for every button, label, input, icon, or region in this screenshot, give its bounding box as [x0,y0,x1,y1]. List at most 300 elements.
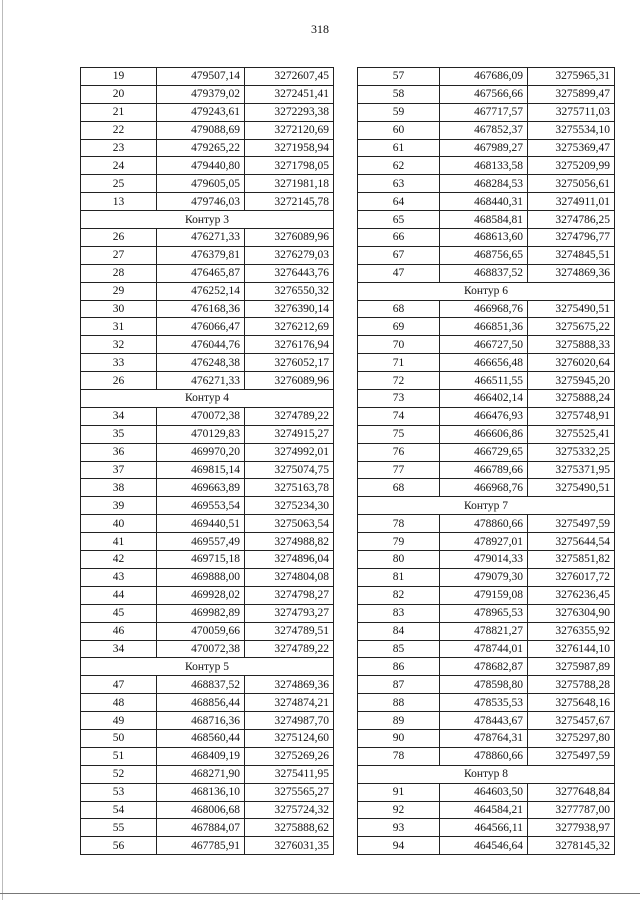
y-coordinate-cell: 3276212,69 [245,318,334,336]
point-number-cell: 61 [358,139,440,157]
y-coordinate-cell: 3275369,47 [528,139,615,157]
x-coordinate-cell: 479088,69 [157,121,245,139]
x-coordinate-cell: 466729,65 [440,443,528,461]
y-coordinate-cell: 3276176,94 [245,336,334,354]
y-coordinate-cell: 3275490,51 [528,300,615,318]
x-coordinate-cell: 468837,52 [440,264,528,282]
point-number-cell: 59 [358,103,440,121]
contour-header-row [81,390,334,408]
point-number-cell: 85 [358,640,440,658]
point-number-cell: 19 [81,68,157,86]
y-coordinate-cell: 3275675,22 [528,318,615,336]
table-row [81,515,334,533]
y-coordinate-cell: 3275888,62 [245,819,334,837]
coordinates-table-right [357,67,615,855]
x-coordinate-cell: 470059,66 [157,622,245,640]
x-coordinate-cell: 466851,36 [440,318,528,336]
y-coordinate-cell: 3277648,84 [528,783,615,801]
contour-label: Контур 8 [358,765,615,783]
table-row [358,479,615,497]
table-row [358,658,615,676]
table-row [81,354,334,372]
y-coordinate-cell: 3276236,45 [528,586,615,604]
y-coordinate-cell: 3275525,41 [528,425,615,443]
table-row [358,336,615,354]
point-number-cell: 88 [358,694,440,712]
table-row [81,443,334,461]
y-coordinate-cell: 3275888,24 [528,390,615,408]
y-coordinate-cell: 3277787,00 [528,801,615,819]
point-number-cell: 76 [358,443,440,461]
x-coordinate-cell: 479079,30 [440,568,528,586]
y-coordinate-cell: 3275748,91 [528,407,615,425]
point-number-cell: 44 [81,586,157,604]
x-coordinate-cell: 466968,76 [440,300,528,318]
y-coordinate-cell: 3276304,90 [528,604,615,622]
table-row [358,604,615,622]
x-coordinate-cell: 470072,38 [157,640,245,658]
y-coordinate-cell: 3272607,45 [245,68,334,86]
y-coordinate-cell: 3276017,72 [528,568,615,586]
table-row [358,85,615,103]
y-coordinate-cell: 3276550,32 [245,282,334,300]
x-coordinate-cell: 468856,44 [157,694,245,712]
table-row [358,801,615,819]
y-coordinate-cell: 3275457,67 [528,712,615,730]
table-row [81,68,334,86]
table-row [358,819,615,837]
point-number-cell: 86 [358,658,440,676]
point-number-cell: 91 [358,783,440,801]
x-coordinate-cell: 468006,68 [157,801,245,819]
x-coordinate-cell: 467686,09 [440,68,528,86]
point-number-cell: 22 [81,121,157,139]
y-coordinate-cell: 3275945,20 [528,372,615,390]
point-number-cell: 65 [358,211,440,229]
y-coordinate-cell: 3276089,96 [245,229,334,247]
x-coordinate-cell: 476168,36 [157,300,245,318]
point-number-cell: 26 [81,372,157,390]
y-coordinate-cell: 3275074,75 [245,461,334,479]
table-row [358,68,615,86]
x-coordinate-cell: 468560,44 [157,729,245,747]
table-row [81,765,334,783]
table-row [81,676,334,694]
y-coordinate-cell: 3274896,04 [245,551,334,569]
x-coordinate-cell: 468837,52 [157,676,245,694]
point-number-cell: 34 [81,640,157,658]
point-number-cell: 68 [358,479,440,497]
x-coordinate-cell: 467852,37 [440,121,528,139]
point-number-cell: 37 [81,461,157,479]
x-coordinate-cell: 469715,18 [157,551,245,569]
point-number-cell: 31 [81,318,157,336]
table-row [358,318,615,336]
x-coordinate-cell: 476252,14 [157,282,245,300]
point-number-cell: 27 [81,246,157,264]
table-row [358,193,615,211]
table-row [81,85,334,103]
contour-label: Контур 4 [81,390,334,408]
x-coordinate-cell: 479014,33 [440,551,528,569]
x-coordinate-cell: 478764,31 [440,729,528,747]
x-coordinate-cell: 476379,81 [157,246,245,264]
point-number-cell: 79 [358,533,440,551]
table-row [358,461,615,479]
table-row [358,551,615,569]
x-coordinate-cell: 468409,19 [157,747,245,765]
y-coordinate-cell: 3272145,78 [245,193,334,211]
table-row [81,193,334,211]
table-row [81,264,334,282]
table-row [358,354,615,372]
y-coordinate-cell: 3274789,22 [245,407,334,425]
table-row [358,407,615,425]
table-row [358,139,615,157]
x-coordinate-cell: 470129,83 [157,425,245,443]
point-number-cell: 71 [358,354,440,372]
y-coordinate-cell: 3274915,27 [245,425,334,443]
point-number-cell: 57 [358,68,440,86]
table-row [81,318,334,336]
y-coordinate-cell: 3274789,51 [245,622,334,640]
y-coordinate-cell: 3272120,69 [245,121,334,139]
y-coordinate-cell: 3276052,17 [245,354,334,372]
point-number-cell: 50 [81,729,157,747]
x-coordinate-cell: 466511,55 [440,372,528,390]
point-number-cell: 93 [358,819,440,837]
table-row [358,747,615,765]
point-number-cell: 56 [81,837,157,855]
x-coordinate-cell: 466968,76 [440,479,528,497]
y-coordinate-cell: 3274992,01 [245,443,334,461]
y-coordinate-cell: 3275497,59 [528,747,615,765]
table-row [358,443,615,461]
x-coordinate-cell: 478682,87 [440,658,528,676]
contour-label: Контур 7 [358,497,615,515]
x-coordinate-cell: 476066,47 [157,318,245,336]
x-coordinate-cell: 468584,81 [440,211,528,229]
y-coordinate-cell: 3275297,80 [528,729,615,747]
y-coordinate-cell: 3274789,22 [245,640,334,658]
y-coordinate-cell: 3271958,94 [245,139,334,157]
x-coordinate-cell: 468440,31 [440,193,528,211]
x-coordinate-cell: 467989,27 [440,139,528,157]
point-number-cell: 47 [81,676,157,694]
y-coordinate-cell: 3275269,26 [245,747,334,765]
x-coordinate-cell: 464603,50 [440,783,528,801]
point-number-cell: 94 [358,837,440,855]
point-number-cell: 64 [358,193,440,211]
y-coordinate-cell: 3276144,10 [528,640,615,658]
y-coordinate-cell: 3275209,99 [528,157,615,175]
table-row [358,229,615,247]
table-row [81,425,334,443]
y-coordinate-cell: 3276279,03 [245,246,334,264]
table-row [358,372,615,390]
y-coordinate-cell: 3274804,08 [245,568,334,586]
coordinates-table-left [80,67,334,855]
x-coordinate-cell: 479746,03 [157,193,245,211]
table-row [358,246,615,264]
x-coordinate-cell: 467717,57 [440,103,528,121]
point-number-cell: 20 [81,85,157,103]
table-row [81,801,334,819]
table-row [81,712,334,730]
point-number-cell: 84 [358,622,440,640]
x-coordinate-cell: 468716,36 [157,712,245,730]
y-coordinate-cell: 3275371,95 [528,461,615,479]
y-coordinate-cell: 3276089,96 [245,372,334,390]
y-coordinate-cell: 3275888,33 [528,336,615,354]
point-number-cell: 80 [358,551,440,569]
y-coordinate-cell: 3275490,51 [528,479,615,497]
contour-header-row [358,497,615,515]
contour-header-row [81,211,334,229]
x-coordinate-cell: 478443,67 [440,712,528,730]
y-coordinate-cell: 3275163,78 [245,479,334,497]
y-coordinate-cell: 3275711,03 [528,103,615,121]
point-number-cell: 67 [358,246,440,264]
y-coordinate-cell: 3271798,05 [245,157,334,175]
y-coordinate-cell: 3275234,30 [245,497,334,515]
x-coordinate-cell: 479605,05 [157,175,245,193]
x-coordinate-cell: 479159,08 [440,586,528,604]
table-row [358,640,615,658]
table-row [81,622,334,640]
point-number-cell: 35 [81,425,157,443]
point-number-cell: 89 [358,712,440,730]
table-row [358,837,615,855]
y-coordinate-cell: 3276020,64 [528,354,615,372]
point-number-cell: 75 [358,425,440,443]
x-coordinate-cell: 468613,60 [440,229,528,247]
table-row [358,783,615,801]
x-coordinate-cell: 478860,66 [440,515,528,533]
y-coordinate-cell: 3274911,01 [528,193,615,211]
table-row [81,246,334,264]
point-number-cell: 82 [358,586,440,604]
x-coordinate-cell: 469970,20 [157,443,245,461]
point-number-cell: 58 [358,85,440,103]
table-row [81,747,334,765]
point-number-cell: 66 [358,229,440,247]
point-number-cell: 60 [358,121,440,139]
table-row [81,461,334,479]
y-coordinate-cell: 3275899,47 [528,85,615,103]
y-coordinate-cell: 3274987,70 [245,712,334,730]
point-number-cell: 90 [358,729,440,747]
table-row [81,372,334,390]
point-number-cell: 40 [81,515,157,533]
table-row [358,712,615,730]
y-coordinate-cell: 3274796,77 [528,229,615,247]
x-coordinate-cell: 478598,80 [440,676,528,694]
point-number-cell: 36 [81,443,157,461]
y-coordinate-cell: 3274988,82 [245,533,334,551]
y-coordinate-cell: 3275497,59 [528,515,615,533]
y-coordinate-cell: 3274869,36 [528,264,615,282]
y-coordinate-cell: 3275332,25 [528,443,615,461]
y-coordinate-cell: 3275648,16 [528,694,615,712]
contour-header-row [358,765,615,783]
point-number-cell: 33 [81,354,157,372]
y-coordinate-cell: 3271981,18 [245,175,334,193]
point-number-cell: 78 [358,747,440,765]
x-coordinate-cell: 469815,14 [157,461,245,479]
point-number-cell: 28 [81,264,157,282]
table-row [81,497,334,515]
table-row [81,640,334,658]
page-bottom-edge [0,893,640,894]
x-coordinate-cell: 478821,27 [440,622,528,640]
table-row [81,121,334,139]
table-row [81,175,334,193]
table-row [81,694,334,712]
point-number-cell: 34 [81,407,157,425]
point-number-cell: 48 [81,694,157,712]
x-coordinate-cell: 476271,33 [157,229,245,247]
x-coordinate-cell: 467884,07 [157,819,245,837]
x-coordinate-cell: 469982,89 [157,604,245,622]
point-number-cell: 41 [81,533,157,551]
table-row [81,103,334,121]
table-row [358,175,615,193]
page-number: 318 [311,22,329,36]
table-row [81,300,334,318]
page-edge-line [2,0,3,900]
y-coordinate-cell: 3277938,97 [528,819,615,837]
point-number-cell: 43 [81,568,157,586]
x-coordinate-cell: 466789,66 [440,461,528,479]
x-coordinate-cell: 479379,02 [157,85,245,103]
table-row [358,121,615,139]
y-coordinate-cell: 3274786,25 [528,211,615,229]
point-number-cell: 25 [81,175,157,193]
contour-header-row [358,282,615,300]
point-number-cell: 29 [81,282,157,300]
y-coordinate-cell: 3275565,27 [245,783,334,801]
y-coordinate-cell: 3274874,21 [245,694,334,712]
table-row [358,622,615,640]
table-row [81,229,334,247]
x-coordinate-cell: 468756,65 [440,246,528,264]
y-coordinate-cell: 3276443,76 [245,264,334,282]
x-coordinate-cell: 468271,90 [157,765,245,783]
point-number-cell: 69 [358,318,440,336]
y-coordinate-cell: 3275788,28 [528,676,615,694]
table-row [81,729,334,747]
contour-header-row [81,658,334,676]
point-number-cell: 83 [358,604,440,622]
x-coordinate-cell: 467785,91 [157,837,245,855]
table-row [358,264,615,282]
point-number-cell: 68 [358,300,440,318]
point-number-cell: 53 [81,783,157,801]
x-coordinate-cell: 469440,51 [157,515,245,533]
x-coordinate-cell: 479243,61 [157,103,245,121]
y-coordinate-cell: 3274869,36 [245,676,334,694]
y-coordinate-cell: 3275644,54 [528,533,615,551]
table-row [81,157,334,175]
point-number-cell: 81 [358,568,440,586]
table-row [81,479,334,497]
y-coordinate-cell: 3272451,41 [245,85,334,103]
point-number-cell: 54 [81,801,157,819]
x-coordinate-cell: 464546,64 [440,837,528,855]
point-number-cell: 52 [81,765,157,783]
y-coordinate-cell: 3275063,54 [245,515,334,533]
x-coordinate-cell: 478965,53 [440,604,528,622]
x-coordinate-cell: 478927,01 [440,533,528,551]
point-number-cell: 55 [81,819,157,837]
point-number-cell: 49 [81,712,157,730]
x-coordinate-cell: 466402,14 [440,390,528,408]
table-row [358,157,615,175]
table-row [81,551,334,569]
point-number-cell: 13 [81,193,157,211]
point-number-cell: 51 [81,747,157,765]
x-coordinate-cell: 468133,58 [440,157,528,175]
y-coordinate-cell: 3275124,60 [245,729,334,747]
point-number-cell: 77 [358,461,440,479]
x-coordinate-cell: 476248,38 [157,354,245,372]
point-number-cell: 23 [81,139,157,157]
table-row [81,586,334,604]
y-coordinate-cell: 3274793,27 [245,604,334,622]
point-number-cell: 73 [358,390,440,408]
x-coordinate-cell: 476271,33 [157,372,245,390]
table-row [358,586,615,604]
table-row [81,336,334,354]
table-row [358,390,615,408]
point-number-cell: 47 [358,264,440,282]
point-number-cell: 39 [81,497,157,515]
x-coordinate-cell: 466727,50 [440,336,528,354]
y-coordinate-cell: 3275851,82 [528,551,615,569]
y-coordinate-cell: 3276355,92 [528,622,615,640]
x-coordinate-cell: 479265,22 [157,139,245,157]
point-number-cell: 92 [358,801,440,819]
x-coordinate-cell: 466606,86 [440,425,528,443]
y-coordinate-cell: 3278145,32 [528,837,615,855]
x-coordinate-cell: 469888,00 [157,568,245,586]
x-coordinate-cell: 478744,01 [440,640,528,658]
point-number-cell: 63 [358,175,440,193]
contour-label: Контур 5 [81,658,334,676]
y-coordinate-cell: 3276390,14 [245,300,334,318]
y-coordinate-cell: 3275411,95 [245,765,334,783]
x-coordinate-cell: 469928,02 [157,586,245,604]
table-row [358,729,615,747]
table-row [358,300,615,318]
point-number-cell: 24 [81,157,157,175]
x-coordinate-cell: 467566,66 [440,85,528,103]
y-coordinate-cell: 3275056,61 [528,175,615,193]
table-row [358,676,615,694]
contour-label: Контур 3 [81,211,334,229]
x-coordinate-cell: 476044,76 [157,336,245,354]
point-number-cell: 74 [358,407,440,425]
x-coordinate-cell: 469557,49 [157,533,245,551]
table-row [81,282,334,300]
point-number-cell: 46 [81,622,157,640]
contour-label: Контур 6 [358,282,615,300]
point-number-cell: 32 [81,336,157,354]
point-number-cell: 38 [81,479,157,497]
point-number-cell: 70 [358,336,440,354]
x-coordinate-cell: 468136,10 [157,783,245,801]
